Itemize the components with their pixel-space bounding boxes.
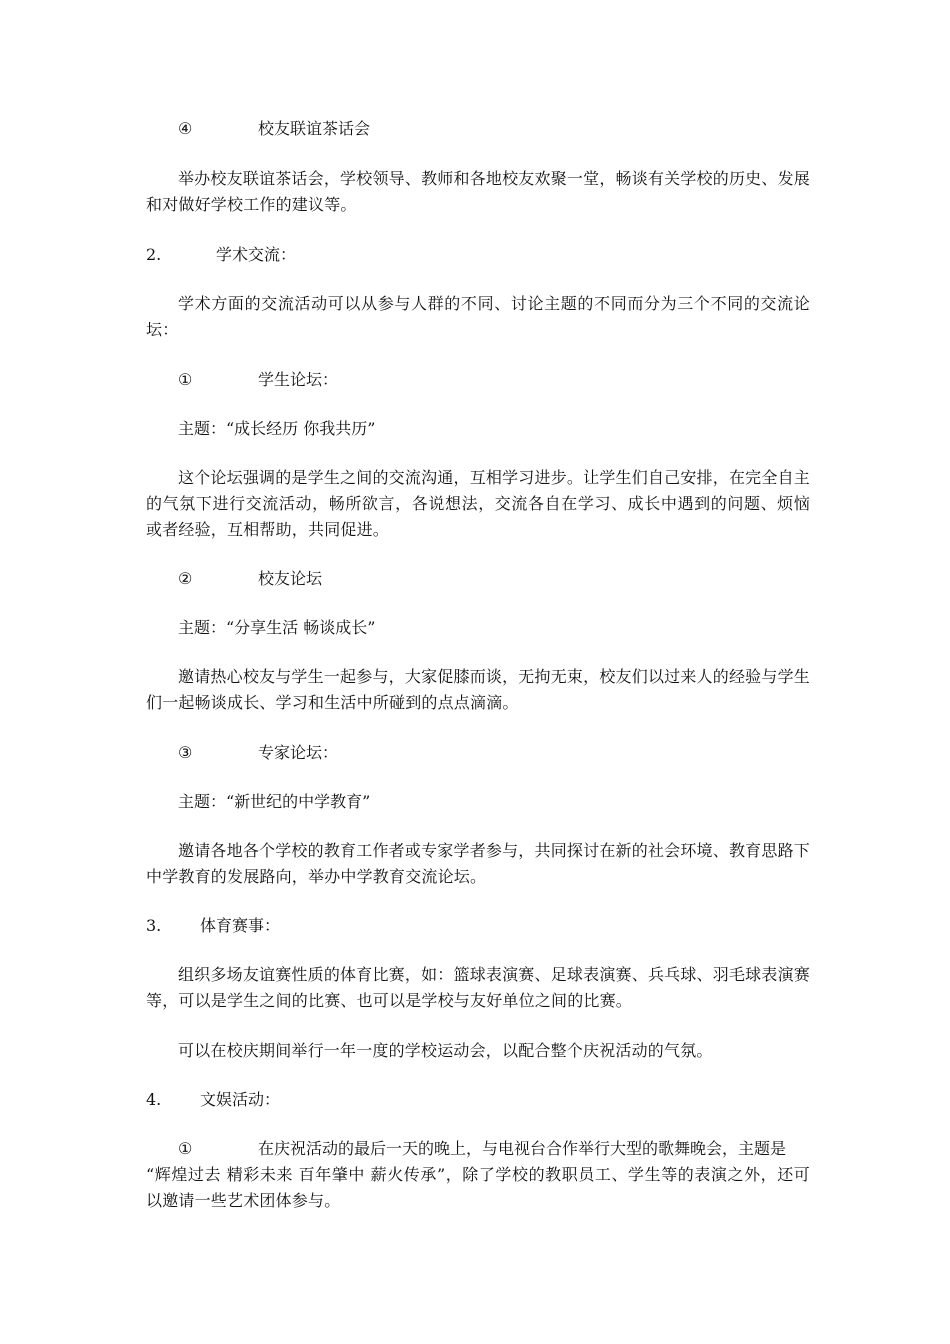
section4-item1-continuation: “辉煌过去 精彩未来 百年肇中 薪火传承”，除了学校的教职员工、学生等的表演之外，还可以邀请一些艺术团体参与。 xyxy=(146,1165,810,1210)
section2-number: 2. xyxy=(146,245,162,264)
section3-title: 体育赛事： xyxy=(200,916,281,935)
forum3-marker: ③ xyxy=(178,743,193,762)
section3-number: 3. xyxy=(146,916,162,935)
forum1-theme: 主题：“成长经历 你我共历” xyxy=(178,419,376,438)
item4-title: 校友联谊茶话会 xyxy=(258,119,371,138)
section4-item1-marker: ① xyxy=(178,1139,193,1158)
forum2-theme: 主题：“分享生活 畅谈成长” xyxy=(178,618,376,637)
forum1-title: 学生论坛： xyxy=(258,370,339,389)
section3-body2: 可以在校庆期间举行一年一度的学校运动会，以配合整个庆祝活动的气氛。 xyxy=(178,1041,713,1060)
item4-heading xyxy=(178,116,192,142)
forum3-body: 邀请各地各个学校的教育工作者或专家学者参与，共同探讨在新的社会环境、教育思路下中学教育的发展路向，举办中学教育交流论坛。 xyxy=(146,841,810,886)
forum3-title: 专家论坛： xyxy=(258,743,339,762)
forum2-marker: ② xyxy=(178,569,193,588)
forum1-marker: ① xyxy=(178,370,193,389)
forum1-body: 这个论坛强调的是学生之间的交流沟通，互相学习进步。让学生们自己安排，在完全自主的气氛下进行交流活动，畅所欲言，各说想法，交流各自在学习、成长中遇到的问题、烦恼或者经验，互相帮助，共同促进。 xyxy=(146,468,810,539)
section4-item1-first-line: 在庆祝活动的最后一天的晚上，与电视台合作举行大型的歌舞晚会，主题是 xyxy=(258,1139,787,1158)
section2-body: 学术方面的交流活动可以从参与人群的不同、讨论主题的不同而分为三个不同的交流论坛： xyxy=(146,294,810,339)
section2-title: 学术交流： xyxy=(216,245,297,264)
forum2-title: 校友论坛 xyxy=(258,569,323,588)
item4-body: 举办校友联谊茶话会，学校领导、教师和各地校友欢聚一堂，畅谈有关学校的历史、发展和对做好学校工作的建议等。 xyxy=(146,169,810,214)
forum2-body: 邀请热心校友与学生一起参与，大家促膝而谈，无拘无束，校友们以过来人的经验与学生们一起畅谈成长、学习和生活中所碰到的点点滴滴。 xyxy=(146,667,810,712)
forum3-theme: 主题：“新世纪的中学教育” xyxy=(178,792,371,811)
section3-body1: 组织多场友谊赛性质的体育比赛，如：篮球表演赛、足球表演赛、兵乓球、羽毛球表演赛等，可以是学生之间的比赛、也可以是学校与友好单位之间的比赛。 xyxy=(146,965,810,1010)
section4-number: 4. xyxy=(146,1090,162,1109)
section4-title: 文娱活动： xyxy=(200,1090,281,1109)
item4-marker: ④ xyxy=(178,119,193,138)
